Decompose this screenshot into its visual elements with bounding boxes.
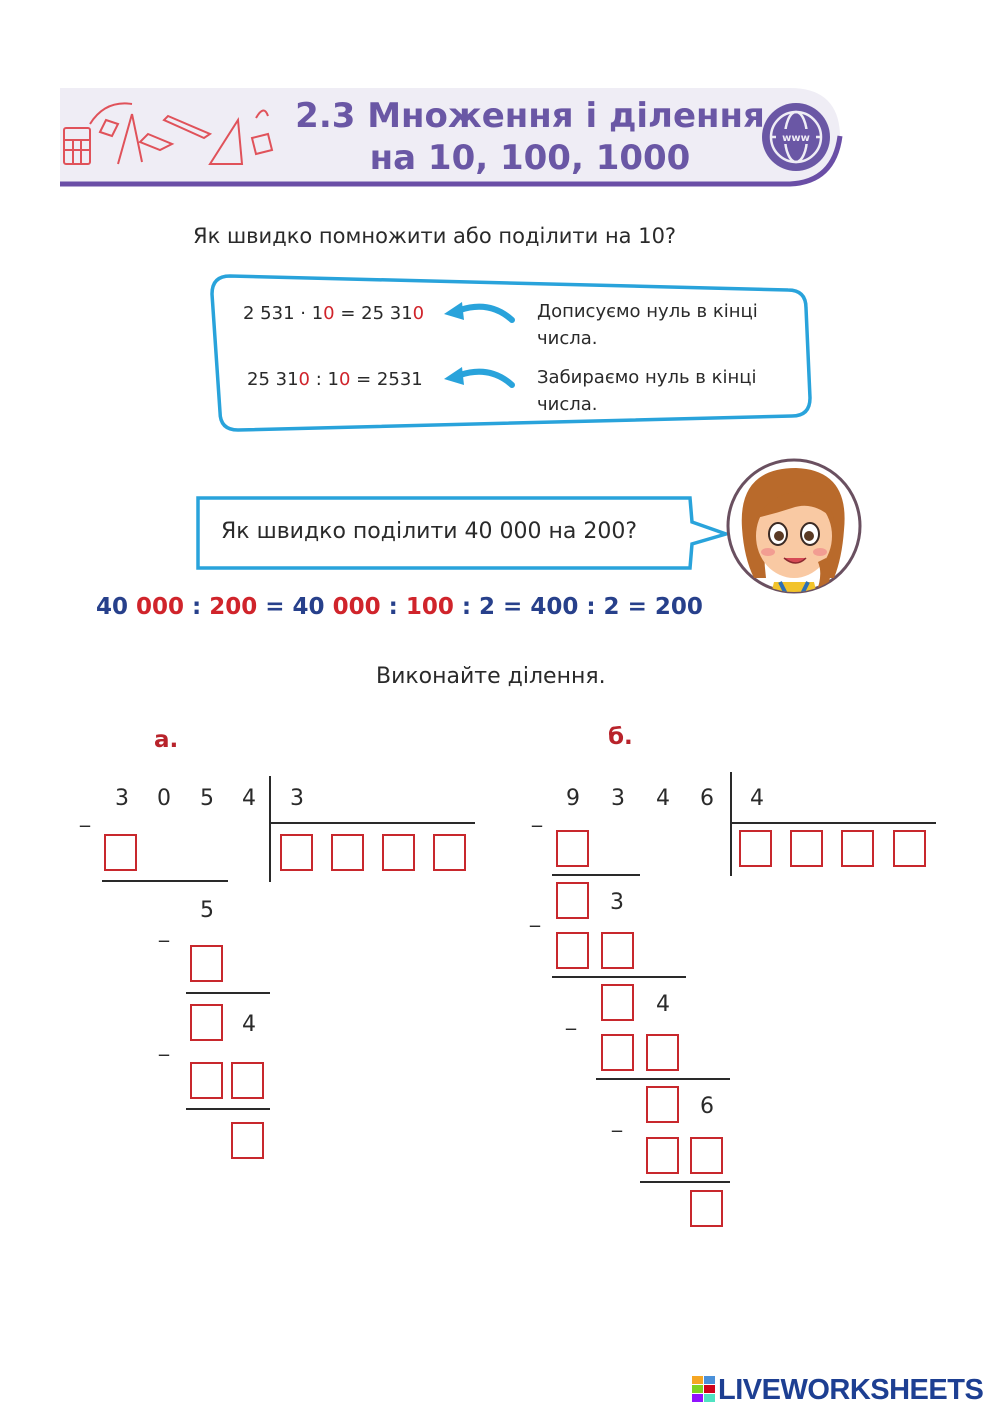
quotient-box[interactable] xyxy=(280,834,313,871)
remainder-box[interactable] xyxy=(231,1122,264,1159)
answer-box[interactable] xyxy=(556,882,589,919)
answer-box[interactable] xyxy=(690,1137,723,1174)
minus-sign: _ xyxy=(612,1108,622,1132)
division-bar xyxy=(730,772,732,876)
minus-sign: _ xyxy=(566,1006,576,1030)
answer-box[interactable] xyxy=(601,1034,634,1071)
brought-down-digit: 3 xyxy=(610,890,624,915)
dividend-digit: 0 xyxy=(157,786,171,811)
rule2-note: Забираємо нуль в кінці числа. xyxy=(537,367,757,415)
subtraction-line xyxy=(186,992,270,994)
subtraction-line xyxy=(186,1108,270,1110)
dividend-digit: 3 xyxy=(611,786,625,811)
exercise-b-label: б. xyxy=(608,724,633,750)
answer-box[interactable] xyxy=(646,1137,679,1174)
answer-box[interactable] xyxy=(556,830,589,867)
answer-box[interactable] xyxy=(104,834,137,871)
minus-sign: _ xyxy=(80,803,90,827)
brought-down-digit: 4 xyxy=(656,992,670,1017)
globe-icon[interactable] xyxy=(760,101,832,173)
subtraction-line xyxy=(596,1078,730,1080)
brand-name: LIVEWORKSHEETS xyxy=(718,1374,984,1406)
dividend-digit: 9 xyxy=(566,786,580,811)
answer-box[interactable] xyxy=(601,932,634,969)
divisor-digit: 3 xyxy=(290,786,304,811)
exercise-a-label: а. xyxy=(154,727,179,753)
answer-box[interactable] xyxy=(646,1086,679,1123)
dividend-digit: 4 xyxy=(656,786,670,811)
page-title-line-2: на 10, 100, 1000 xyxy=(369,138,691,178)
remainder-box[interactable] xyxy=(690,1190,723,1227)
answer-box[interactable] xyxy=(190,945,223,982)
brought-down-digit: 6 xyxy=(700,1094,714,1119)
subtraction-line xyxy=(102,880,228,882)
division-bar xyxy=(269,822,475,824)
dividend-digit: 3 xyxy=(115,786,129,811)
school-supplies-icon xyxy=(60,94,280,174)
rule1-equation: 2 531 · 10 = 25 310 xyxy=(243,303,425,324)
subtraction-line xyxy=(552,874,640,876)
minus-sign: _ xyxy=(159,918,169,942)
logo-mark-icon xyxy=(692,1376,716,1402)
arrow-left-icon xyxy=(440,363,516,393)
speech-bubble-question: Як швидко поділити 40 000 на 200? xyxy=(221,519,638,544)
divisor-digit: 4 xyxy=(750,786,764,811)
quotient-box[interactable] xyxy=(739,830,772,867)
rule2-equation: 25 310 : 10 = 2531 xyxy=(247,369,423,390)
task-instruction: Виконайте ділення. xyxy=(376,664,606,689)
quotient-box[interactable] xyxy=(893,830,926,867)
globe-label: www xyxy=(782,133,810,144)
minus-sign: _ xyxy=(530,903,540,927)
girl-avatar xyxy=(718,458,870,598)
minus-sign: _ xyxy=(159,1032,169,1056)
subtraction-line xyxy=(552,976,686,978)
answer-box[interactable] xyxy=(231,1062,264,1099)
division-bar xyxy=(730,822,936,824)
arrow-left-icon xyxy=(440,298,516,328)
dividend-digit: 4 xyxy=(242,786,256,811)
brought-down-digit: 4 xyxy=(242,1012,256,1037)
answer-box[interactable] xyxy=(190,1004,223,1041)
quotient-box[interactable] xyxy=(790,830,823,867)
rule1-note: Дописуємо нуль в кінці числа. xyxy=(537,301,758,349)
quotient-box[interactable] xyxy=(841,830,874,867)
subtraction-line xyxy=(640,1181,730,1183)
answer-box[interactable] xyxy=(601,984,634,1021)
division-bar xyxy=(269,776,271,882)
dividend-digit: 5 xyxy=(200,786,214,811)
quotient-box[interactable] xyxy=(433,834,466,871)
answer-box[interactable] xyxy=(190,1062,223,1099)
answer-box[interactable] xyxy=(556,932,589,969)
intro-question: Як швидко помножити або поділити на 10? xyxy=(193,224,677,248)
brought-down-digit: 5 xyxy=(200,898,214,923)
dividend-digit: 6 xyxy=(700,786,714,811)
minus-sign: _ xyxy=(532,803,542,827)
answer-box[interactable] xyxy=(646,1034,679,1071)
quotient-box[interactable] xyxy=(382,834,415,871)
quotient-box[interactable] xyxy=(331,834,364,871)
page-title-line-1: 2.3 Множення і ділення xyxy=(295,96,765,136)
division-formula: 40 000 : 200 = 40 000 : 100 : 2 = 400 : 2 = 200 xyxy=(96,594,703,620)
